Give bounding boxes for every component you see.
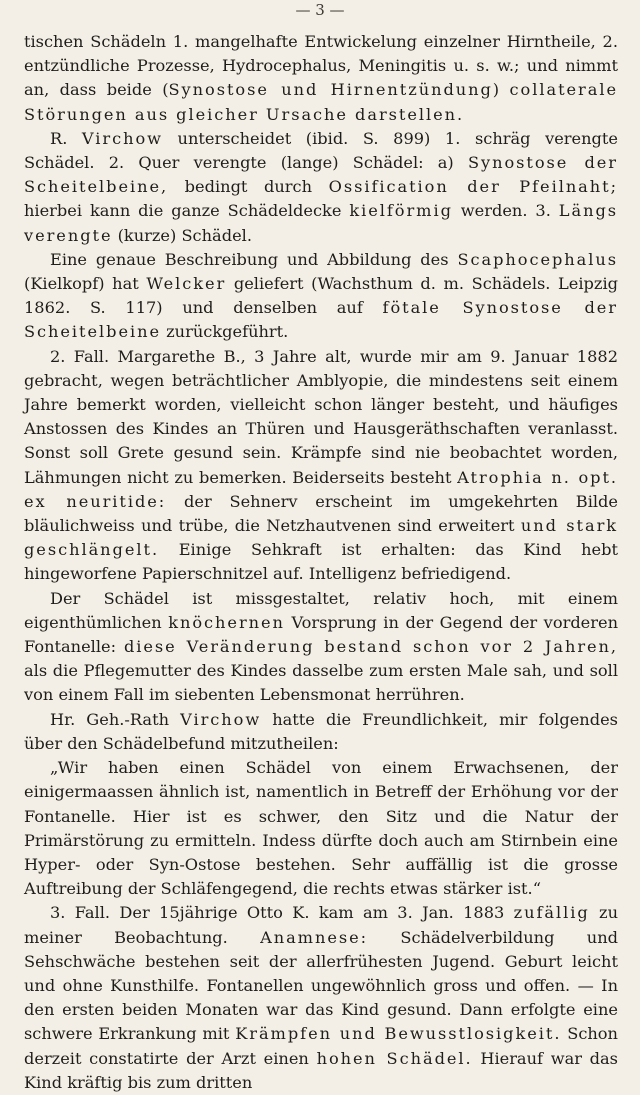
text-run: zu meiner Beobachtung. (24, 903, 618, 947)
spaced-emphasis: Virchow (81, 128, 163, 148)
text-run: Schon derzeit constatirte der Arzt einen (24, 1024, 618, 1068)
text-run: hatte die Freundlichkeit, mir folgendes über den Schädelbefund mitzutheilen: (24, 709, 618, 753)
text-run: Vorsprung in der Gegend der vorderen Fontanelle: (24, 612, 619, 657)
spaced-emphasis: diese Veränderung bestand schon vor 2 Jahren, (123, 637, 618, 657)
page-number: — 3 — (295, 1, 345, 19)
paragraph (24, 248, 618, 345)
spaced-emphasis: fötale Synostose der Scheitelbeine (24, 298, 618, 342)
spaced-emphasis: Längs verengte (24, 201, 618, 245)
text-run: (Kielkopf) hat (24, 274, 147, 294)
text-run: Der Schädel ist missgestaltet, relativ hoch, mit einem eigenthümlichen (24, 588, 618, 632)
spaced-emphasis: knöchernen (168, 612, 285, 632)
text-run: der Sehnerv erscheint im umgekehrten Bilde bläulichweiss und trübe, die Netzhautvenen sind erweitert (24, 491, 618, 536)
text-run: 3. Fall. Der 15jährige Otto K. kam am 3. Jan. 1883 (50, 903, 514, 923)
body-text (24, 30, 618, 1095)
text-run: 2. Fall. Margarethe B., 3 Jahre alt, wurde mir am 9. Januar 1882 gebracht, wegen beträchtlicher Amblyopie, die mindestens seit einem Jahre bemerkt worden, vielleicht schon länger besteht, und häufiges Anstossen des Kindes an Thüren und Hausgeräthschaften veranlasst. Sonst soll Grete gesund sein. Krämpfe sind nie beobachtet worden, Lähmungen nicht zu bemerken. Beiderseits besteht (24, 346, 618, 487)
spaced-emphasis: Synostose und Hirnentzündung (168, 80, 493, 100)
paragraph (24, 708, 618, 756)
text-run: Einige Sehkraft ist erhalten: das Kind hebt hingeworfene Papierschnitzel auf. Intelligenz befriedigend. (24, 540, 618, 584)
spaced-emphasis: zufällig (513, 903, 590, 923)
text-run: Hr. Geh.-Rath (50, 709, 181, 729)
spaced-emphasis: collaterale Störungen aus gleicher Ursache darstellen. (24, 80, 618, 124)
spaced-emphasis: Ossification der Pfeilnaht; (328, 177, 618, 197)
spaced-emphasis: Krämpfen und Bewusstlosigkeit. (235, 1024, 562, 1044)
spaced-emphasis: und stark geschlängelt. (24, 516, 619, 560)
text-run: hierbei kann die ganze Schädeldecke (24, 201, 350, 221)
spaced-emphasis: Anamnese: (260, 927, 369, 947)
text-run: werden. 3. (452, 201, 559, 221)
spaced-emphasis: Scaphocephalus (457, 249, 618, 269)
text-run: (kurze) Schädel. (112, 225, 252, 245)
text-run: Eine genaue Beschreibung und Abbildung des (50, 249, 458, 269)
text-run: R. (50, 128, 82, 148)
spaced-emphasis: Atrophia n. opt. ex neuritide: (24, 467, 618, 511)
paragraph (24, 127, 618, 248)
text-run: Hierauf war das Kind kräftig bis zum dritten (24, 1048, 618, 1092)
spaced-emphasis: Welcker (146, 274, 227, 294)
text-run: Schädelverbildung und Sehschwäche bestehen seit der allerfrühesten Jugend. Geburt leicht und ohne Kunsthilfe. Fontanellen ungewöhnlich gross und offen. — In den ersten beiden Monaten war das Kind gesund. Dann erfolgte eine schwere Erkrankung mit (24, 927, 618, 1044)
paragraph (24, 30, 618, 127)
text-run: tischen Schädeln 1. mangelhafte Entwickelung einzelner Hirntheile, 2. entzündliche Prozesse, Hydrocephalus, Meningitis u. s. w.; und nimmt an, dass beide ( (24, 32, 618, 100)
text-run: „Wir haben einen Schädel von einem Erwachsenen, der einigermaassen ähnlich ist, namentlich in Betreff der Erhöhung vor der Fontanelle. Hier ist es schwer, den Sitz und die Natur der Primärstörung zu ermitteln. Indess dürfte doch auch am Stirnbein eine Hyper- oder Syn-Ostose bestehen. Sehr auffällig ist die grosse Auftreibung der Schläfengegend, die rechts etwas stärker ist.“ (24, 758, 618, 899)
text-run: unterscheidet (ibid. S. 899) 1. schräg verengte Schädel. 2. Quer verengte (lange) Schädel: a) (24, 128, 619, 173)
text-run: bedingt durch (168, 177, 329, 197)
spaced-emphasis: Virchow (180, 709, 262, 729)
spaced-emphasis: kielförmig (349, 201, 453, 221)
text-run: zurückgeführt. (161, 322, 289, 342)
text-run: geliefert (Wachsthum d. m. Schädels. Leipzig 1862. S. 117) und denselben auf (24, 274, 618, 318)
text-run: als die Pflegemutter des Kindes dasselbe zum ersten Male sah, und soll von einem Fall im siebenten Lebensmonat herrühren. (24, 661, 618, 705)
spaced-emphasis: Synostose der Scheitelbeine, (24, 153, 618, 197)
paragraph (24, 345, 618, 587)
spaced-emphasis: hohen Schädel. (316, 1048, 473, 1068)
paragraph (24, 587, 618, 708)
text-run: ) (492, 80, 510, 100)
paragraph (24, 756, 618, 901)
paragraph (24, 901, 618, 1095)
